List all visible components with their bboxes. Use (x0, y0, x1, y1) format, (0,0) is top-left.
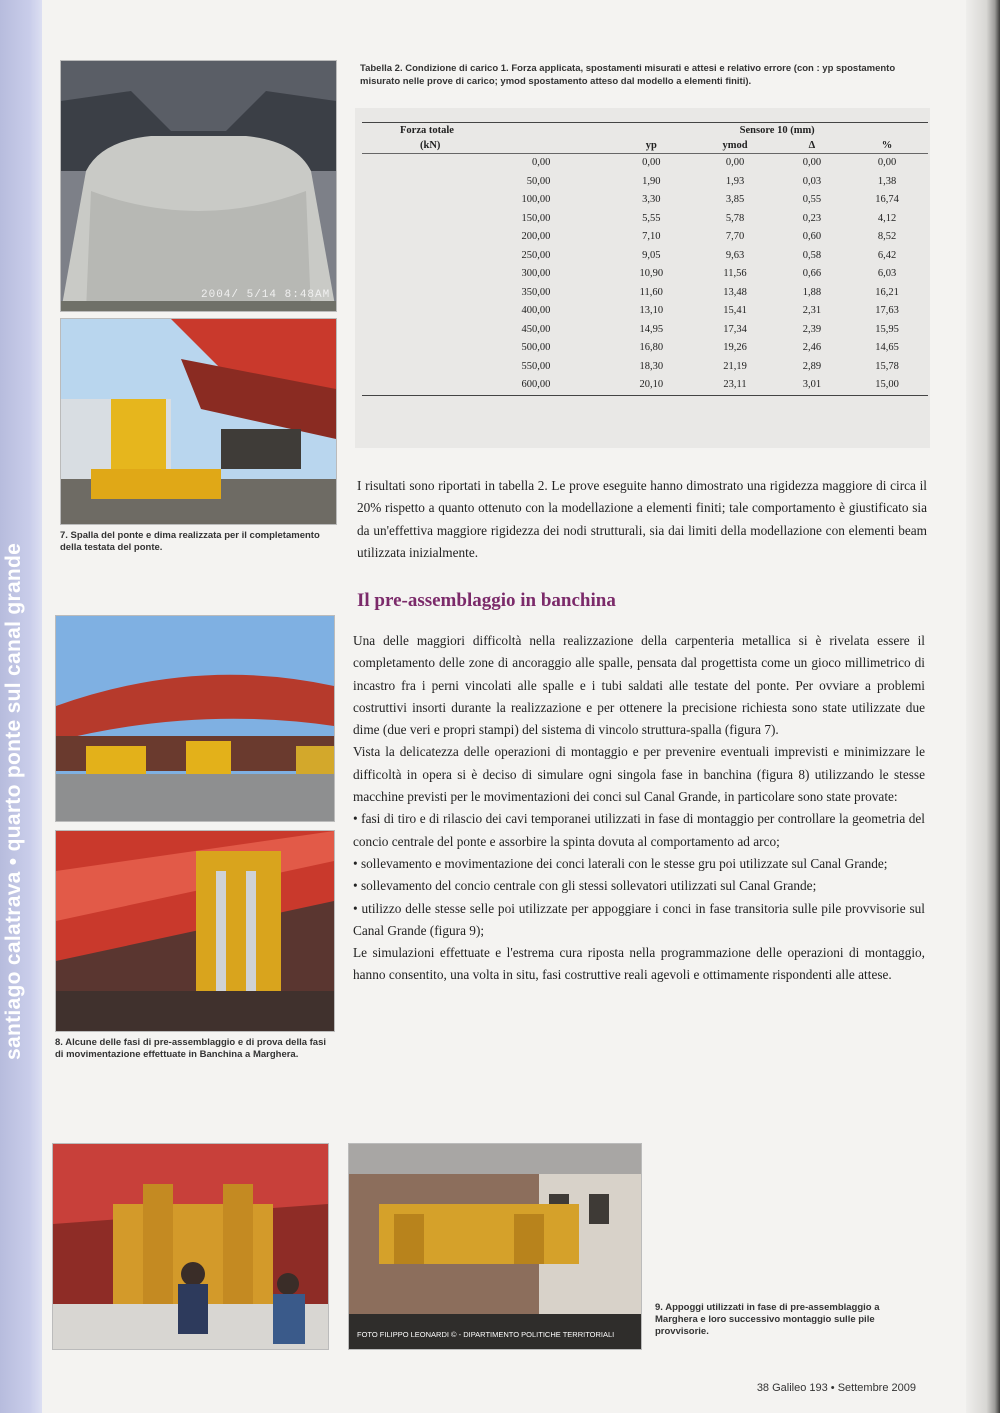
cell-value: 16,74 (875, 194, 899, 205)
cell-value: 21,19 (723, 360, 747, 372)
cell-force: 150,00 (521, 212, 551, 224)
page-footer: 38 Galileo 193 • Settembre 2009 (756, 1382, 916, 1394)
table-row (362, 247, 928, 266)
bullet-2: • sollevamento e movimentazione dei conci laterali con le stesse gru poi utilizzate sul Canal Grande; (353, 855, 888, 871)
cell-value: 15,78 (875, 360, 899, 372)
cell-value: 18,30 (639, 360, 664, 372)
table-row (362, 358, 928, 377)
figure-9-caption: 9. Appoggi utilizzati in fase di pre-assemblaggio a Marghera e loro successivo montaggio sulle pile provvisorie. (655, 1302, 880, 1337)
photo-bridge-underside (55, 830, 335, 1032)
cell-value: 13,48 (723, 286, 747, 298)
table-row (362, 154, 928, 173)
cell-value: 6,03 (877, 268, 897, 279)
photo-workers-saddles (52, 1143, 329, 1350)
table-caption: Tabella 2. Condizione di carico 1. Forza applicata, spostamenti misurati e attesi e relativo errore (con : yp spostamento misurato nelle prove di carico; ymod spostamento atteso dal modello a elementi finiti). (360, 63, 896, 87)
table-row (362, 265, 928, 284)
results-paragraph: I risultati sono riportati in tabella 2. Le prove eseguite hanno dimostrato una rigidezza maggiore di circa il 20% rispetto a quanto ottenuto con la modellazione a elementi finiti; tale comportamento è giustificato sia da un'effettiva maggiore rigidezza dei nodi strutturali, sia dai limiti della modellazione con elementi beam utilizzata inizialmente. (357, 478, 927, 560)
cell-value: 3,85 (725, 194, 745, 205)
cell-value: 3,30 (642, 194, 661, 205)
cell-value: 2,31 (802, 305, 822, 316)
cell-value: 1,88 (802, 286, 822, 298)
cell-value: 0,60 (802, 231, 822, 242)
paragraph-3: Le simulazioni effettuate e l'estrema cura riposta nella programmazione delle operazioni di montaggio, hanno consentito, una volta in situ, fasi costruttive reali agevoli e ottimamente rispondenti alle attese. (353, 945, 925, 983)
table-row (362, 302, 928, 321)
photo-saddle-building (348, 1143, 642, 1350)
cell-force: 0,00 (531, 157, 551, 168)
cell-value: 1,90 (642, 175, 661, 187)
table-row (362, 339, 928, 358)
table-row (362, 321, 928, 340)
photo-template (60, 318, 337, 525)
photo-abutment (60, 60, 337, 312)
paragraph-1: Una delle maggiori difficoltà nella realizzazione della carpenteria metallica si è rivelata essere il completamento delle zone di ancoraggio alle spalle, pensata dal progettista come un gioco millimetrico di incastro fra i perni vincolati alle spalle e i tubi saldati alle testate del ponte. Per ovviare a problemi costruttivi insorti durante la realizzazione e per ottenere la precisione richiesta sono state utilizzate due dime (due veri e propri stampi) del sistema di vincolo struttura-spalla (figura 7). (353, 633, 925, 738)
cell-value: 11,56 (723, 268, 747, 279)
photo-credit: FOTO FILIPPO LEONARDI © - DIPARTIMENTO POLITICHE TERRITORIALI (357, 1330, 615, 1339)
cell-force: 250,00 (521, 249, 551, 261)
cell-value: 0,58 (802, 249, 822, 261)
col-yp: yp (610, 138, 692, 154)
table-row (362, 173, 928, 192)
cell-force: 300,00 (521, 268, 551, 279)
cell-value: 15,00 (846, 376, 928, 395)
cell-value: 15,41 (723, 305, 747, 316)
cell-force: 50,00 (526, 175, 551, 187)
cell-value: 5,55 (642, 212, 661, 224)
cell-value: 23,11 (692, 376, 778, 395)
cell-value: 14,65 (875, 342, 899, 353)
cell-value: 0,55 (802, 194, 822, 205)
cell-force: 500,00 (521, 342, 551, 353)
cell-force: 550,00 (521, 360, 551, 372)
figure-8-caption: 8. Alcune delle fasi di pre-assemblaggio e di prova della fasi di movimentazione effettuate in Banchina a Marghera. (55, 1037, 327, 1060)
cell-value: 7,10 (642, 231, 661, 242)
cell-value: 0,03 (802, 175, 822, 187)
cell-value: 0,00 (642, 157, 661, 168)
header-force: Forza totale (362, 123, 610, 139)
table-row (362, 191, 928, 210)
cell-value: 10,90 (639, 268, 664, 279)
table-row (362, 228, 928, 247)
cell-value: 15,95 (875, 323, 899, 335)
cell-force: 100,00 (521, 194, 551, 205)
paragraph-2: Vista la delicatezza delle operazioni di montaggio e per prevenire eventuali imprevisti e minimizzare le difficoltà in opera si è deciso di simulare ogni singola fase in banchina (figura 8) utilizzando le stesse macchine previsti per le movimentazioni dei conci sul Canal Grande, in particolare sono state provate: (353, 744, 925, 805)
cell-value: 5,78 (725, 212, 745, 224)
cell-force: 400,00 (521, 305, 551, 316)
bullet-4: • utilizzo delle stesse selle poi utilizzate per appoggiare i conci in fase transitoria sulle pile provvisorie sul Canal Grande (figura 9); (353, 900, 925, 938)
cell-value: 1,38 (877, 175, 897, 187)
table-row (362, 210, 928, 229)
table-body (362, 154, 928, 396)
cell-force: 450,00 (521, 323, 551, 335)
cell-value: 11,60 (639, 286, 663, 298)
cell-value: 6,42 (877, 249, 897, 261)
cell-value: 16,21 (875, 286, 899, 298)
col-delta: Δ (778, 138, 846, 154)
header-force-unit: (kN) (362, 138, 610, 154)
cell-force: 350,00 (521, 286, 551, 298)
photo-bridge-quay (55, 615, 335, 822)
cell-value: 0,23 (802, 212, 822, 224)
running-title (2, 1020, 26, 1060)
figure-7-caption: 7. Spalla del ponte e dima realizzata per il completamento della testata del ponte. (60, 530, 320, 553)
cell-value: 0,00 (725, 157, 745, 168)
cell-force: 200,00 (521, 231, 551, 242)
col-percent: % (846, 138, 928, 154)
cell-value: 17,63 (875, 305, 899, 316)
table-row (362, 376, 928, 395)
cell-force: 600,00 (362, 376, 610, 395)
cell-value: 4,12 (877, 212, 897, 224)
cell-value: 0,00 (802, 157, 822, 168)
cell-value: 17,34 (723, 323, 747, 335)
cell-value: 9,05 (642, 249, 661, 261)
cell-value: 20,10 (610, 376, 692, 395)
table-row (362, 284, 928, 303)
cell-value: 9,63 (725, 249, 745, 261)
cell-value: 7,70 (725, 231, 745, 242)
section-title: Il pre-assemblaggio in banchina (357, 590, 616, 611)
table-2 (362, 122, 928, 396)
cell-value: 19,26 (723, 342, 747, 353)
section-body (353, 630, 925, 987)
header-sensor: Sensore 10 (mm) (610, 123, 928, 139)
cell-value: 1,93 (725, 175, 745, 187)
cell-value: 2,89 (802, 360, 822, 372)
cell-value: 2,39 (802, 323, 822, 335)
cell-value: 8,52 (877, 231, 897, 242)
page-gutter-shadow (966, 0, 1000, 1413)
col-ymod: ymod (692, 138, 778, 154)
photo-timestamp: 2004/ 5/14 8:48AM (201, 289, 331, 301)
bullet-3: • sollevamento del concio centrale con gli stessi sollevatori utilizzati sul Canal Grande; (353, 878, 817, 894)
cell-value: 0,66 (802, 268, 822, 279)
bullet-1: • fasi di tiro e di rilascio dei cavi temporanei utilizzati in fase di montaggio per controllare la geometria del concio centrale del ponte e assorbire la spinta dovuta al comportamento ad arco; (353, 811, 925, 849)
cell-value: 16,80 (639, 342, 664, 353)
cell-value: 0,00 (877, 157, 897, 168)
cell-value: 14,95 (639, 323, 664, 335)
cell-value: 3,01 (778, 376, 846, 395)
cell-value: 2,46 (802, 342, 822, 353)
cell-value: 13,10 (639, 305, 664, 316)
